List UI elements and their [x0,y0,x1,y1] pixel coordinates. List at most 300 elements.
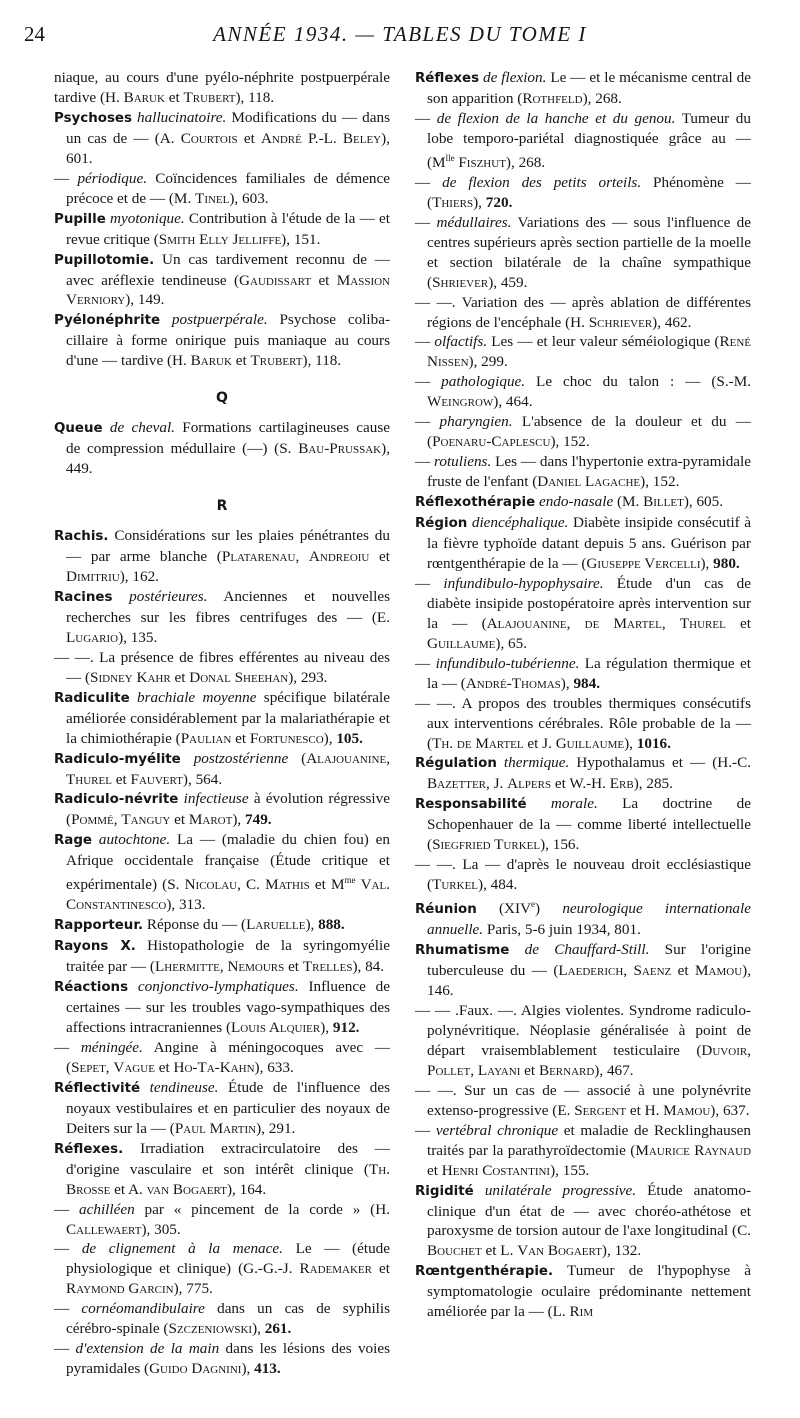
index-entry [54,108,390,169]
index-entry [415,753,751,794]
entry-author: Nicolau [184,876,238,894]
entry-text: Étude d'un cas de diabète insipide postopératoire après intervention sur la — ( [427,574,752,632]
entry-text: ), 467. [594,1061,634,1079]
index-entry [54,1200,390,1240]
entry-headword: Réflexes. [54,1141,124,1157]
entry-text: et M [309,876,345,894]
entry-text: , J. [486,775,508,793]
entry-text: et J. [523,734,556,752]
entry-author: Pommé [71,811,114,829]
entry-text: de cheval. [109,419,175,437]
index-entry [54,1078,390,1139]
entry-headword: Régulation [415,756,497,772]
entry-text: — [415,654,436,672]
entry-text: Coïncidences familiales de démence précoce et de — (M. [66,169,391,207]
entry-headword: Psychoses [54,110,132,126]
entry-author: Dimitriu [66,567,120,585]
entry-text: ), 464. [493,393,533,411]
entry-author: Daniel Lagache [537,473,641,491]
entry-author: Bouchet [427,1242,482,1260]
index-entry [415,68,751,109]
entry-text: 413. [254,1360,281,1378]
entry-text: pathologique. [441,373,526,391]
entry-text: autochtone. [98,831,171,849]
running-title-tables: TABLES DU TOME I [382,22,587,46]
entry-text: infectieuse [183,790,249,808]
entry-text: myotonique. [110,209,185,227]
entry-text: infundibulo-tubérienne. [435,654,580,672]
entry-author: Sergent [574,1101,627,1119]
entry-text: , C. [237,876,266,894]
entry-text: spécifique bilatérale améliorée considérablement par la malariathérapie et la chimiothérapie ( [66,688,390,747]
index-entry [54,789,390,830]
entry-author: Paulian [180,729,232,747]
entry-text: Diabète insipide consécutif à la fièvre typhoïde datant depuis 5 ans. Guérison par rœntgenthérapie de la — ( [427,514,752,572]
entry-author: Laruelle [246,916,306,934]
entry-text: , [386,749,390,767]
entry-author: Raymond Garcin [66,1280,174,1298]
index-entry [54,648,390,688]
entry-text: — [415,574,444,592]
entry-author: Erb [609,775,634,793]
entry-headword: Rhumatisme [415,943,510,959]
entry-text: — [54,1340,76,1358]
entry-text [130,689,137,706]
entry-author: Trelles [302,958,353,976]
entry-text: (M. [613,493,644,511]
entry-text: et [671,962,696,980]
entry-text: de flexion. [483,69,547,86]
entry-text: ), 564. [182,770,223,788]
entry-text: morale. [550,795,598,813]
entry-text: Sur l'origine tuberculeuse du — ( [427,941,751,980]
entry-text: et [372,1260,390,1278]
entry-text: ), 268. [582,89,622,107]
index-entry [54,1239,390,1299]
entry-text: postzostérienne [193,749,289,767]
entry-text [140,1079,150,1096]
entry-text: ), 313. [166,896,206,914]
index-entry [415,452,751,492]
entry-text: ), [700,554,714,572]
index-entry [415,1121,751,1181]
entry-author: Trubert [183,88,236,106]
entry-text: achilléen [79,1200,135,1218]
entry-headword: Pupille [54,211,106,227]
entry-author: Andreoiu [308,548,370,566]
entry-text: — [415,333,435,351]
entry-text: de clignement à la menace. [81,1240,283,1258]
entry-text: , [105,1058,114,1076]
entry-headword: Responsabilité [415,797,527,813]
entry-text: ), 149. [125,291,165,309]
index-entry [54,749,390,790]
running-header [0,22,800,52]
entry-text: et [164,88,184,106]
entry-text: et [725,614,751,632]
index-entry [415,694,751,754]
entry-text: Paris, 5-6 juin 1934, 801. [483,921,641,939]
entry-text: ), [473,193,486,211]
entry-text: Hypothalamus et — (H.-C. [569,754,751,772]
entry-text [181,750,194,767]
entry-text: — —. Sur un cas de — associé à une polynévrite extenso-progressive (E. [415,1081,751,1119]
entry-text: 105. [336,729,363,747]
index-entry [415,1261,751,1322]
entry-text: ), 65. [495,634,528,652]
entry-text: hallucinatoire. [137,108,227,126]
entry-author: Baruk [190,352,232,370]
entry-text: Les — dans l'hypertonie extra-pyramidale fruste de l'enfant ( [427,453,751,491]
entry-headword: Rayons X. [54,939,136,955]
entry-headword: Rapporteur. [54,918,144,934]
entry-text: médullaires. [436,213,512,231]
entry-text: ), 132. [601,1242,642,1260]
entry-text: Le choc du talon : — (S.-M. [525,373,752,391]
entry-author: Shriever [432,273,489,291]
index-entry [415,173,751,213]
entry-text [474,1182,485,1199]
entry-author: Saenz [633,962,672,980]
entry-text: neurologique internationale annuelle. [427,900,751,939]
entry-author: André-Thomas [465,674,561,692]
entry-author: Maurice Raynaud [635,1141,752,1159]
entry-author: Fiszhut [458,153,506,171]
entry-text [160,311,172,328]
entry-text: Étude de l'influence des noyaux vestibulaires et en particulier des noyaux de Deiters sur la — ( [66,1078,390,1137]
entry-headword: Réflexes [415,71,480,86]
index-entry [415,1181,751,1262]
entry-author: Marot [188,811,233,829]
entry-text: Le — et le mécanisme central de son apparition ( [427,69,752,107]
entry-text: à évolution régressive ( [66,790,390,829]
entry-text: ), [560,674,574,692]
entry-author: Guido Dagnini [149,1360,242,1378]
entry-text: ), [320,1019,333,1036]
entry-text: Variations des — sous l'influence de centres supérieurs après section partielle de la moelle et section bilatérale de la chaîne sympathique ( [427,213,752,291]
entry-text: et [231,352,251,370]
entry-text: — —. A propos des troubles thermiques consécutifs aux interventions cérébrales. Rôle probable de la — ( [415,694,751,752]
index-entry [54,250,390,311]
entry-author: Smith Elly Jelliffe [158,230,282,248]
entry-author: Duvoir [701,1041,748,1059]
index-entry [54,936,390,977]
entry-text: ), 633. [254,1058,294,1076]
entry-text: Angine à méningocoques avec — ( [66,1038,390,1076]
index-entry [54,830,390,915]
index-entry [415,412,751,452]
entry-text: et [154,1058,174,1076]
entry-text: et [170,811,189,829]
entry-text: dans un cas de syphilis cérébro-spinale ( [66,1300,391,1338]
entry-text: ), 449. [66,440,390,478]
index-entry [54,1038,390,1078]
index-letter-heading: Q [216,390,228,407]
entry-text: par « pincement de la corde » (H. [134,1200,390,1218]
entry-text: ), 601. [66,129,390,167]
index-entry [415,293,751,333]
entry-text: et [170,668,190,686]
entry-text: Les — et leur valeur séméiologique ( [487,333,720,351]
entry-text: et L. [481,1242,518,1260]
index-column-right [415,68,751,1322]
entry-text: et [369,548,390,566]
entry-text [92,831,99,848]
entry-text: de Chauffard-Still. [524,941,650,959]
entry-text: et [231,729,250,747]
entry-author: Th. de Martel [432,734,524,752]
entry-text: Étude anatomo-clinique d'un état de — avec choréo-athétose et paroxysme de torsion autour de l'axe longitudinal (C. [427,1181,751,1240]
entry-text: , [295,548,309,566]
entry-author: Nemours [227,958,285,976]
entry-text: 749. [245,811,272,829]
entry-text: Le — (étude physiologique et clinique) (G.-G.-J. [66,1240,390,1278]
entry-author: Th. Brosse [66,1160,390,1198]
entry-headword: Région [415,516,468,532]
entry-text: ), [241,1360,255,1378]
entry-author: Guillaume [427,634,496,652]
entry-text: conjonctivo-lymphatiques. [137,978,299,996]
entry-text [128,978,138,995]
entry-text: niaque, au cours d'une pyélo-néphrite postpuerpérale tardive (H. [54,69,390,106]
entry-text: ), 603. [229,189,269,207]
entry-author: Mamou [695,962,743,980]
entry-author: Vague [113,1058,155,1076]
entry-text: et maladie de Recklinghausen traités par la parathyroïdectomie ( [427,1121,751,1159]
entry-text: et [520,1061,539,1079]
entry-text: méningée. [80,1038,143,1056]
entry-text: — [415,173,443,191]
entry-text: ) [535,900,563,918]
entry-author: de Martel [584,614,662,632]
entry-text: ), 268. [505,153,546,171]
entry-text [509,941,524,958]
entry-author: Bazetter [427,775,487,793]
entry-author: Van Bogaert [517,1242,602,1260]
entry-author: Henri Costantini [441,1161,551,1179]
index-entry [415,1001,751,1081]
index-entry [54,1139,390,1200]
entry-author: Alajouanine [306,749,387,767]
entry-text: — [54,1240,82,1258]
entry-author: Massion Verniory [66,271,390,309]
entry-text: 720. [485,193,513,211]
entry-headword: Radiculite [54,690,130,706]
entry-text: , [470,1061,478,1079]
entry-text: de flexion des petits orteils. [442,173,642,191]
entry-text: ), 605. [683,493,724,511]
entry-author: Pollet [427,1061,471,1079]
entry-text: — [415,213,437,231]
entry-author: Val. Constantinesco [66,876,390,914]
entry-text: , [566,614,585,632]
index-entry [415,513,751,574]
entry-text: Influence de certaines — sur les troubles vago-sympathiques des affections intracraniennes ( [66,978,390,1036]
entry-text: 980. [713,554,740,572]
entry-text: — [415,1121,436,1139]
entry-author: Rademaker [299,1260,372,1278]
entry-text: diencéphalique. [471,514,569,532]
entry-text: Un cas tardivement reconnu de — avec aréflexie tendineuse ( [66,250,390,289]
entry-text: — [415,453,435,471]
entry-headword: Radiculo-myélite [54,751,181,767]
entry-author: Thurel [66,770,112,788]
entry-text: postérieures. [129,587,208,605]
entry-text: — [415,373,442,391]
entry-text: Histopathologie de la syringomyélie traitée par — ( [66,937,390,976]
entry-headword: Réunion [415,902,477,918]
entry-author: René Nissen [427,333,751,371]
entry-text: de flexion de la hanche et du genou. [436,109,676,127]
entry-text: — [54,1200,80,1218]
entry-author: Szczeniowski [168,1320,253,1338]
entry-text: ), 285. [633,775,673,793]
entry-author: Giuseppe Vercelli [586,554,701,572]
entry-author: Trubert [250,352,303,370]
entry-headword: Rachis. [54,529,109,545]
entry-text: unilatérale progressive. [484,1181,637,1199]
entry-text: et H. [626,1101,664,1119]
entry-headword: Rigidité [415,1183,474,1199]
entry-text: vertébral chronique [435,1121,559,1139]
entry-text: ), [232,811,245,829]
entry-text: 912. [332,1019,360,1036]
entry-author: Alajouanine [486,614,567,632]
entry-author: Weingrow [427,393,494,411]
entry-text: Considérations sur les plaies pénétrantes du — par arme blanche ( [66,527,390,566]
entry-author: Poenaru-Caplescu [432,433,551,451]
entry-text: ), 156. [540,836,580,854]
entry-author: Mathis [265,876,310,894]
entry-author: Louis Alquier [231,1019,321,1036]
entry-text: lle [445,152,455,163]
entry-text: et [427,1161,442,1179]
entry-text: postpuerpérale. [171,311,268,329]
entry-text: — [54,1300,82,1318]
entry-text: , [623,962,634,980]
entry-author: Fortunesco [249,729,324,747]
index-entry [415,213,751,293]
index-entry [415,940,751,1001]
entry-text: ), 462. [652,313,692,331]
entry-text: 984. [573,674,601,692]
entry-author: Callewaert [66,1220,142,1238]
entry-author: Beley [342,129,382,147]
entry-text [527,795,551,812]
entry-headword: Pyélonéphrite [54,313,161,329]
index-entry [54,1299,390,1339]
entry-author: Laederich [558,962,624,980]
entry-author: Baruk [123,88,165,106]
entry-text: brachiale moyenne [136,688,257,706]
entry-text: Tumeur du lobe temporo-pariétal diagnostiquée grâce au — (M [427,109,751,171]
entry-text: ), 118. [302,352,342,370]
entry-text: L'absence de la douleur et du — ( [427,413,751,451]
entry-text: ), 299. [468,353,508,371]
entry-text [497,754,504,771]
entry-text: d'extension de la main [75,1340,220,1358]
index-entry [415,895,751,940]
entry-text: ), 84. [352,958,385,976]
entry-text: et [284,958,303,976]
entry-text: et [111,770,131,788]
entry-author: André [260,129,302,147]
index-entry [54,209,390,250]
entry-headword: Rœntgenthérapie. [415,1264,554,1280]
entry-text: Psychose coliba-cillaire à forme onirique puis maniaque au cours d'une — tardive (H. [66,311,391,370]
entry-author: Guillaume [555,734,625,752]
entry-author: Tanguy [121,811,171,829]
entry-author: Layani [477,1061,521,1079]
entry-text: ), [323,729,337,747]
entry-text: pharyngien. [439,413,513,431]
entry-author: Mamou [663,1101,711,1119]
entry-text: — — .Faux. —. Algies violentes. Syndrome radiculo-polynévritique. Néoplasie généralisée à point de départ vraisemblablement testiculaire ( [415,1001,751,1059]
entry-text: infundibulo-hypophysaire. [443,574,604,592]
entry-author: Gaudissart [239,271,312,289]
running-title-year: ANNÉE 1934. — [213,22,376,46]
entry-headword: Pupillotomie. [54,252,155,268]
index-entry [415,574,751,654]
entry-author: Turkel [432,876,479,894]
entry-text: Formations cartilagineuses cause de compression médullaire (—) (S. [66,419,391,458]
entry-text: — —. La présence de fibres efférentes au niveau des — ( [54,648,390,686]
entry-text: ), 152. [640,473,680,491]
entry-text: ), 135. [118,628,158,646]
entry-text: et A. [110,1180,147,1198]
entry-text: — —. Variation des — après ablation de différentes régions de l'encéphale (H. [415,293,751,331]
entry-text [112,588,129,605]
entry-text: — [54,1038,81,1056]
entry-text: ), 118. [235,88,275,106]
entry-author: Billet [643,493,684,511]
entry-text: Tumeur de l'hypophyse à symptomatologie oculaire prédominante nettement améliorée par la — (L. [427,1262,751,1321]
entry-headword: Réactions [54,980,129,996]
entry-text: , [661,614,680,632]
entry-text: , [747,1041,751,1059]
entry-text: ), 162. [119,567,159,585]
entry-text: 261. [264,1320,292,1338]
entry-author: Siegfried Turkel [432,836,541,854]
entry-text: — —. La — d'après le nouveau droit ecclésiastique ( [415,856,751,894]
entry-text: ), [305,916,319,934]
index-entry [54,310,390,371]
entry-text: ), 291. [256,1119,296,1137]
entry-text: P.-L. [301,129,343,147]
entry-text: ), 146. [427,962,751,1000]
entry-headword: Réflexothérapie [415,495,536,511]
index-entry [54,688,390,749]
entry-text: — [415,109,437,127]
entry-text: — [415,413,440,431]
entry-text: et W.-H. [551,775,610,793]
entry-author: Thiers [432,193,474,211]
entry-text: cornéomandibulaire [81,1300,205,1318]
index-entry [54,977,390,1038]
entry-text: ( [288,749,307,767]
entry-text: me [344,875,356,886]
entry-author: Schriever [588,313,653,331]
index-entry [415,855,751,895]
entry-text: Phénomène — ( [427,173,751,211]
entry-text: tendineuse. [149,1078,219,1096]
entry-text: La doctrine de Schopenhauer de la — comme liberté intellectuelle ( [427,795,751,854]
entry-author: Rothfeld [522,89,583,107]
entry-text: rotuliens. [434,453,492,471]
entry-text: La régulation thermique et la — ( [427,654,752,692]
entry-text: ), [624,734,637,752]
index-entry [415,332,751,372]
